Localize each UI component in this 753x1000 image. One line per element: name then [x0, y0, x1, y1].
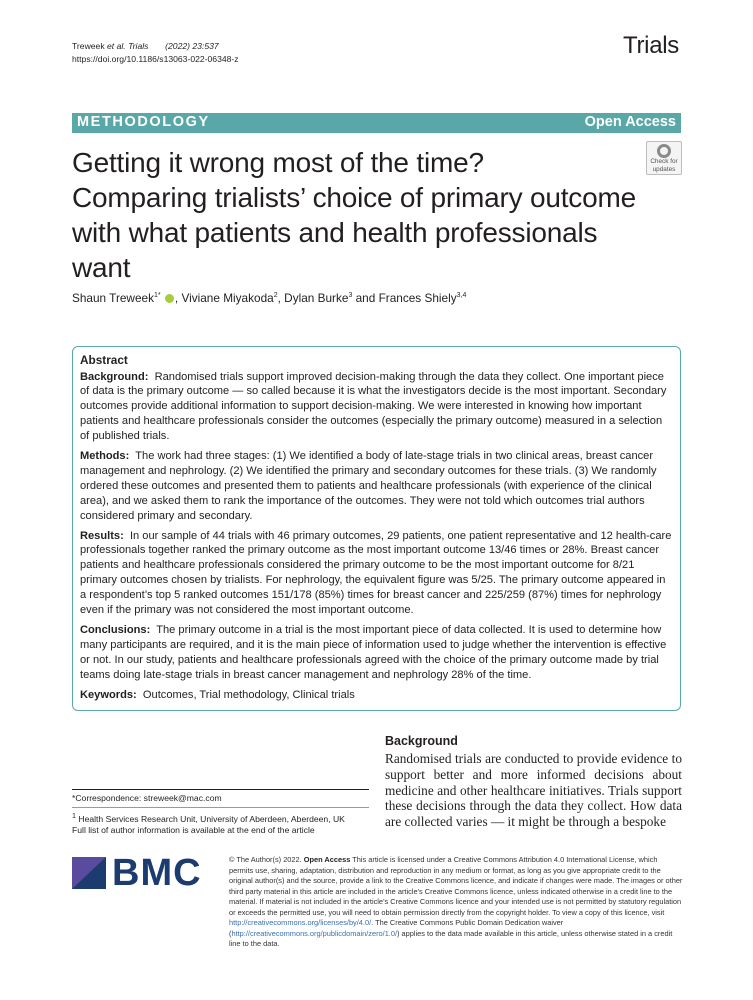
affiliations [72, 811, 345, 837]
section-label: Conclusions: [80, 624, 151, 636]
abstract-keywords [80, 688, 673, 703]
header-journal-short: Trials [128, 41, 149, 51]
author-name[interactable]: Viviane Miyakoda [181, 291, 274, 305]
body-paragraph: Randomised trials are conducted to provide evidence to support better and more informed decisions about medicine and other healthcare initiatives. Trials support these decisions through the data they collect. How data are collected varies — it might be through a bespoke [385, 751, 682, 830]
author-separator: , [277, 291, 285, 305]
author-name[interactable]: Shaun Treweek [72, 291, 154, 305]
affiliation-divider [72, 807, 369, 808]
abstract-background [80, 370, 673, 445]
bmc-logo-icon [72, 857, 106, 889]
section-label: Methods: [80, 450, 130, 463]
abstract-methods [80, 449, 673, 524]
bmc-logo-text: BMC [112, 852, 202, 894]
license-link[interactable]: http://creativecommons.org/publicdomain/zero/1.0/ [231, 928, 398, 938]
section-text: Outcomes, Trial methodology, Clinical trials [142, 688, 355, 701]
article-category: METHODOLOGY [77, 114, 210, 130]
license-body: ) applies to the data made available in this article, unless otherwise stated in a credit line to the data. [229, 928, 673, 948]
affiliation-text: Health Services Research Unit, University of Aberdeen, Aberdeen, UK [78, 813, 345, 824]
correspondence: *Correspondence: streweek@mac.com [72, 793, 222, 803]
check-updates-line2: updates [652, 165, 676, 173]
author-affiliation: 3,4 [456, 292, 467, 300]
section-label: Keywords: [80, 688, 137, 701]
journal-name: Trials [623, 32, 679, 59]
check-updates-line1: Check for [650, 158, 678, 165]
section-text: The primary outcome in a trial is the most important piece of data collected. It is used to determine how many participants are required, and it is the main piece of information used to judge whether the intervention is effective or not. In our study, patients and healthcare professionals agreed with the choice of the primary outcome made by trial teams doing late-stage trials in breast cancer management and nephrology 28% of the time. [80, 624, 667, 681]
open-access-label: Open Access [584, 114, 676, 130]
abstract-heading: Abstract [80, 353, 128, 367]
title-line: with what patients and health professionals [72, 217, 598, 248]
doi-link[interactable]: https://doi.org/10.1186/s13063-022-06348-z [72, 54, 239, 64]
title-line: Comparing trialists’ choice of primary outcome [72, 182, 636, 213]
license-open-access: Open Access [303, 855, 351, 864]
abstract-box [72, 346, 681, 711]
affiliation-line [72, 811, 345, 825]
header-et-al: et al. [107, 41, 126, 51]
affiliation-number: 1 [72, 812, 76, 820]
license-link[interactable]: http://creativecommons.org/licenses/by/4.0/ [229, 918, 372, 927]
full-author-info: Full list of author information is available at the end of the article [72, 825, 315, 836]
header-year-vol: (2022) 23:537 [165, 41, 219, 51]
check-updates-icon [657, 144, 671, 158]
section-text: In our sample of 44 trials with 46 primary outcomes, 29 patients, one patient representative and 12 health-care professionals together ranked the primary outcome as the most important outcome 13/46 times or 28%. Breast cancer patients and healthcare professionals considered the primary outcome to be the most important outcome for 8/21 primary outcomes chosen by trialists. For nephrology, the equivalent figure was 5/25. The primary outcome appeared in a respondent’s top 5 ranked outcomes 151/178 (85%) times for breast cancer and 225/259 (87%) times for nephrology even if the primary was not considered the most important outcome. [80, 529, 672, 617]
author-affiliation: 2 [273, 292, 278, 300]
section-text: The work had three stages: (1) We identified a body of late-stage trials in two clinical areas, breast cancer management and nephrology. (2) We identified the primary and secondary outcomes for these trials. (3) We randomly ordered these outcomes and presented them to patients and healthcare professionals (with experience of the clinical area), and we asked them to rank the importance of the outcomes. They were not told which outcomes trial authors considered primary and secondary. [80, 450, 657, 522]
author-name[interactable]: Dylan Burke [284, 291, 349, 305]
check-for-updates-badge[interactable] [646, 141, 682, 175]
author-affiliation: 3 [348, 292, 353, 300]
running-header [72, 40, 239, 66]
header-author: Treweek [72, 41, 105, 51]
title-line: want [72, 252, 131, 283]
author-affiliation: 1* [153, 292, 161, 300]
author-conjunction: and [352, 291, 379, 305]
copyright: © The Author(s) 2022. [229, 855, 302, 864]
author-separator: , [174, 291, 182, 305]
license-body: This article is licensed under a Creative Commons Attribution 4.0 International License, which permits use, sharing, adaptation, distribution and reproduction in any medium or format, as long as you give appropriate credit to the original author(s) and the source, provide a link to the Creative Commons licence, and indicate if changes were made. The images or other third party material in this article are included in the article’s Creative Commons licence, unless indicated otherwise in a credit line to the material. If material is not included in the article’s Creative Commons licence and your intended use is not permitted by statutory regulation or exceeds the permitted use, you will need to obtain permission directly from the copyright holder. To view a copy of this licence, visit [229, 855, 683, 917]
category-banner [72, 113, 681, 133]
abstract-conclusions [80, 623, 673, 683]
orcid-icon[interactable] [165, 294, 174, 303]
citation-line [72, 40, 239, 53]
author-list [72, 291, 466, 305]
body-column [385, 734, 682, 830]
license-body: . The Creative Commons Public Domain Dedication waiver ( [229, 918, 564, 938]
section-heading: Background [385, 734, 458, 748]
bmc-logo [72, 852, 212, 894]
author-name[interactable]: Frances Shiely [378, 291, 457, 305]
section-text: Randomised trials support improved decision-making through the data they collect. One important piece of data is the primary outcome — so called because it is what the investigators decide is the most important. Secondary outcomes provide additional information to support decision-making. We were interested in knowing how important patients and healthcare professionals consider the outcomes (especially the primary outcome) measured in a selection of published trials. [80, 370, 667, 443]
section-label: Background: [80, 370, 149, 383]
title-line: Getting it wrong most of the time? [72, 147, 484, 178]
license-text [229, 855, 683, 950]
footnote-divider [72, 789, 369, 790]
abstract-results [80, 529, 673, 618]
section-label: Results: [80, 529, 124, 542]
article-title [72, 145, 642, 285]
